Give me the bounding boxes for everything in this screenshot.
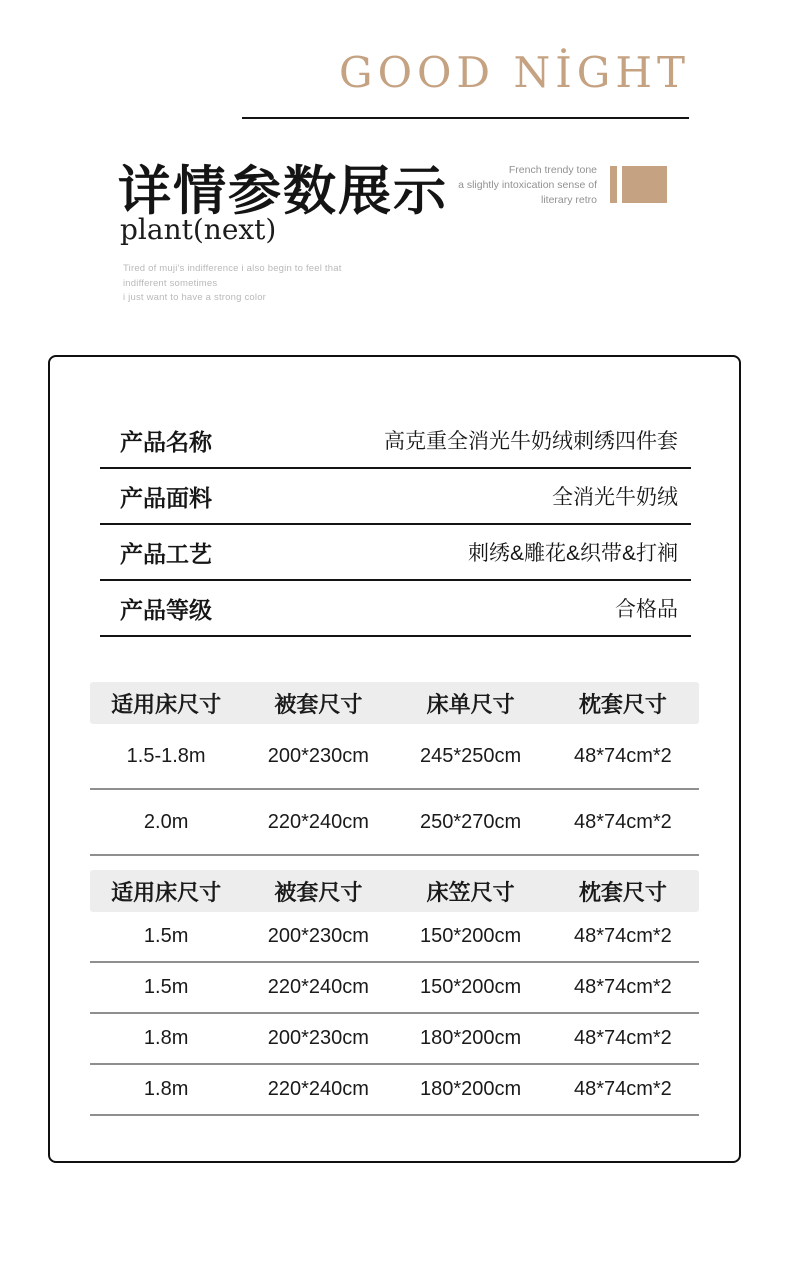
header-divider-rule [242, 117, 689, 119]
size-table-header-row [90, 682, 699, 724]
accent-swatch-bar [610, 166, 617, 203]
table-cell: 180*200cm [420, 1027, 522, 1049]
table-cell: 1.5m [143, 925, 189, 947]
table-row [90, 1065, 699, 1116]
table-cell: 48*74cm*2 [573, 1078, 672, 1100]
table-cell: 220*240cm [267, 1078, 369, 1100]
column-header: 枕套尺寸 [578, 691, 667, 717]
table-cell: 1.5m [143, 976, 189, 998]
table-cell: 180*200cm [420, 1078, 522, 1100]
column-header: 床单尺寸 [426, 691, 515, 717]
size-table-header-row [90, 870, 699, 912]
intro-line: i just want to have a strong color [123, 292, 267, 304]
spec-value: 合格品 [615, 598, 678, 621]
spec-label: 产品名称 [120, 428, 212, 455]
intro-line: indifferent sometimes [123, 277, 218, 289]
table-cell: 220*240cm [267, 810, 369, 833]
parameter-card [48, 355, 741, 1163]
accent-swatches [610, 166, 667, 203]
spec-value: 刺绣&雕花&织带&打裥 [467, 542, 678, 565]
column-header: 枕套尺寸 [578, 879, 667, 905]
table-cell: 48*74cm*2 [573, 744, 672, 767]
column-header: 适用床尺寸 [111, 691, 222, 717]
spec-row-fabric [100, 469, 691, 525]
spec-row-craft [100, 525, 691, 581]
tagline-line: a slightly intoxication sense of [458, 179, 597, 192]
column-header: 被套尺寸 [274, 691, 363, 717]
tagline-line: literary retro [540, 194, 597, 207]
table-cell: 200*230cm [267, 1027, 369, 1049]
table-cell: 48*74cm*2 [573, 976, 672, 998]
table-cell: 48*74cm*2 [573, 810, 672, 833]
table-cell: 1.8m [143, 1027, 189, 1049]
spec-list [100, 413, 691, 637]
spec-row-grade [100, 581, 691, 637]
intro-text [123, 262, 342, 306]
page-title: 详情参数展示 [118, 162, 448, 221]
table-cell: 48*74cm*2 [573, 925, 672, 947]
table-cell: 150*200cm [420, 976, 522, 998]
table-cell: 1.8m [143, 1078, 189, 1100]
table-cell: 48*74cm*2 [573, 1027, 672, 1049]
column-header: 床笠尺寸 [426, 879, 515, 905]
intro-line: Tired of muji's indifference i also begin to feel that [123, 263, 342, 274]
column-header: 适用床尺寸 [111, 879, 222, 905]
table-row [90, 724, 699, 790]
column-header: 被套尺寸 [274, 879, 363, 905]
spec-label: 产品面料 [120, 484, 212, 511]
table-row [90, 1014, 699, 1065]
spec-row-product-name [100, 413, 691, 469]
table-cell: 1.5-1.8m [126, 744, 206, 767]
spec-value: 高克重全消光牛奶绒刺绣四件套 [384, 430, 678, 453]
table-row [90, 963, 699, 1014]
spec-label: 产品工艺 [120, 540, 212, 567]
spec-label: 产品等级 [120, 596, 212, 623]
table-cell: 250*270cm [420, 810, 522, 833]
tagline-line: French trendy tone [508, 164, 597, 176]
table-cell: 150*200cm [420, 925, 522, 947]
table-cell: 220*240cm [267, 976, 369, 998]
table-row [90, 912, 699, 963]
accent-swatch-rect [622, 166, 667, 203]
table-cell: 245*250cm [420, 744, 522, 767]
size-table-fitted-sheet [90, 870, 699, 1116]
table-row [90, 790, 699, 856]
tagline-text [377, 163, 597, 209]
size-table-sheet [90, 682, 699, 856]
brand-logo-good-night: GOOD NİGHT [339, 48, 690, 97]
table-cell: 2.0m [143, 810, 189, 833]
spec-value: 全消光牛奶绒 [552, 486, 678, 509]
page-subtitle: plant(next) [120, 213, 277, 246]
table-cell: 200*230cm [267, 744, 369, 767]
table-cell: 200*230cm [267, 925, 369, 947]
